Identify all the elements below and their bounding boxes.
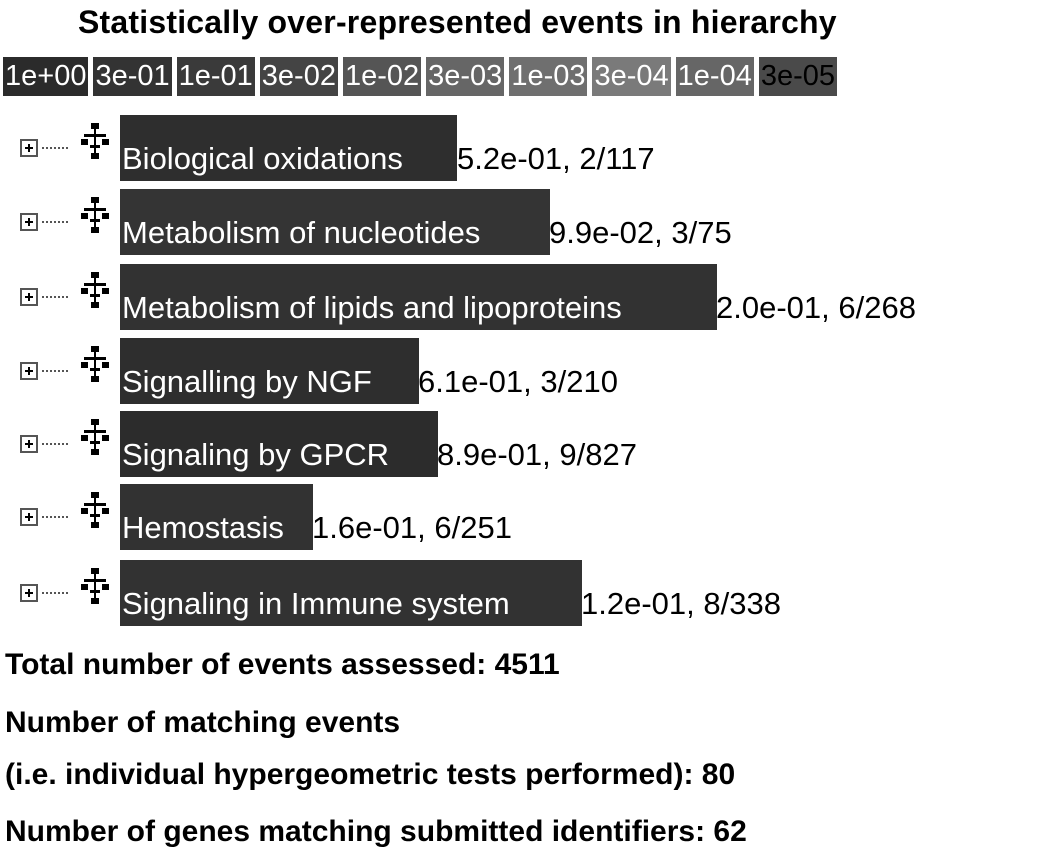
tree-connector [42,516,68,518]
legend-cell: 1e-02 [343,57,421,96]
legend-cell: 1e+00 [3,57,88,96]
event-stats: 5.2e-01, 2/117 [457,141,655,176]
hierarchy-icon [78,417,112,457]
legend-cell: 3e-02 [260,57,338,96]
event-stats: 8.9e-01, 9/827 [437,437,637,472]
tree-connector [42,370,68,372]
legend-cell: 1e-04 [676,57,754,96]
expand-plus-icon[interactable] [20,362,38,380]
tree-connector [42,147,68,149]
hierarchy-icon [78,195,112,235]
legend-cell: 3e-04 [592,57,670,96]
hierarchy-icon [78,490,112,530]
event-stats: 9.9e-02, 3/75 [549,215,732,250]
hierarchy-icon [78,566,112,606]
hierarchy-icon [78,344,112,384]
expand-plus-icon[interactable] [20,435,38,453]
expand-plus-icon[interactable] [20,508,38,526]
hierarchy-icon [78,270,112,310]
page-title: Statistically over-represented events in hierarchy [78,4,837,40]
event-name-link[interactable]: Biological oxidations [122,141,403,176]
event-stats: 2.0e-01, 6/268 [716,290,916,325]
tree-connector [42,592,68,594]
expand-plus-icon[interactable] [20,139,38,157]
event-name-link[interactable]: Hemostasis [122,510,284,545]
tree-connector [42,443,68,445]
expand-plus-icon[interactable] [20,584,38,602]
event-stats: 1.2e-01, 8/338 [581,586,781,621]
event-name-link[interactable]: Signalling by NGF [122,364,372,399]
matching-events-text: Number of matching events [5,706,401,739]
event-name-link[interactable]: Metabolism of lipids and lipoproteins [122,290,622,325]
legend-cell: 3e-05 [759,57,837,96]
tree-connector [42,221,68,223]
pvalue-color-legend [3,57,837,96]
legend-cell: 3e-03 [426,57,504,96]
legend-cell: 1e-03 [509,57,587,96]
matching-genes-text: Number of genes matching submitted identifiers: 62 [5,815,747,848]
expand-plus-icon[interactable] [20,213,38,231]
event-name-link[interactable]: Metabolism of nucleotides [122,215,481,250]
total-events-text: Total number of events assessed: 4511 [5,648,560,681]
legend-cell: 1e-01 [177,57,255,96]
tree-connector [42,296,68,298]
event-stats: 1.6e-01, 6/251 [312,510,512,545]
event-name-link[interactable]: Signaling by GPCR [122,437,390,472]
event-name-link[interactable]: Signaling in Immune system [122,586,510,621]
event-stats: 6.1e-01, 3/210 [418,364,618,399]
hierarchy-icon [78,121,112,161]
expand-plus-icon[interactable] [20,288,38,306]
legend-cell: 3e-01 [93,57,171,96]
matching-events-detail-text: (i.e. individual hypergeometric tests performed): 80 [5,758,736,791]
